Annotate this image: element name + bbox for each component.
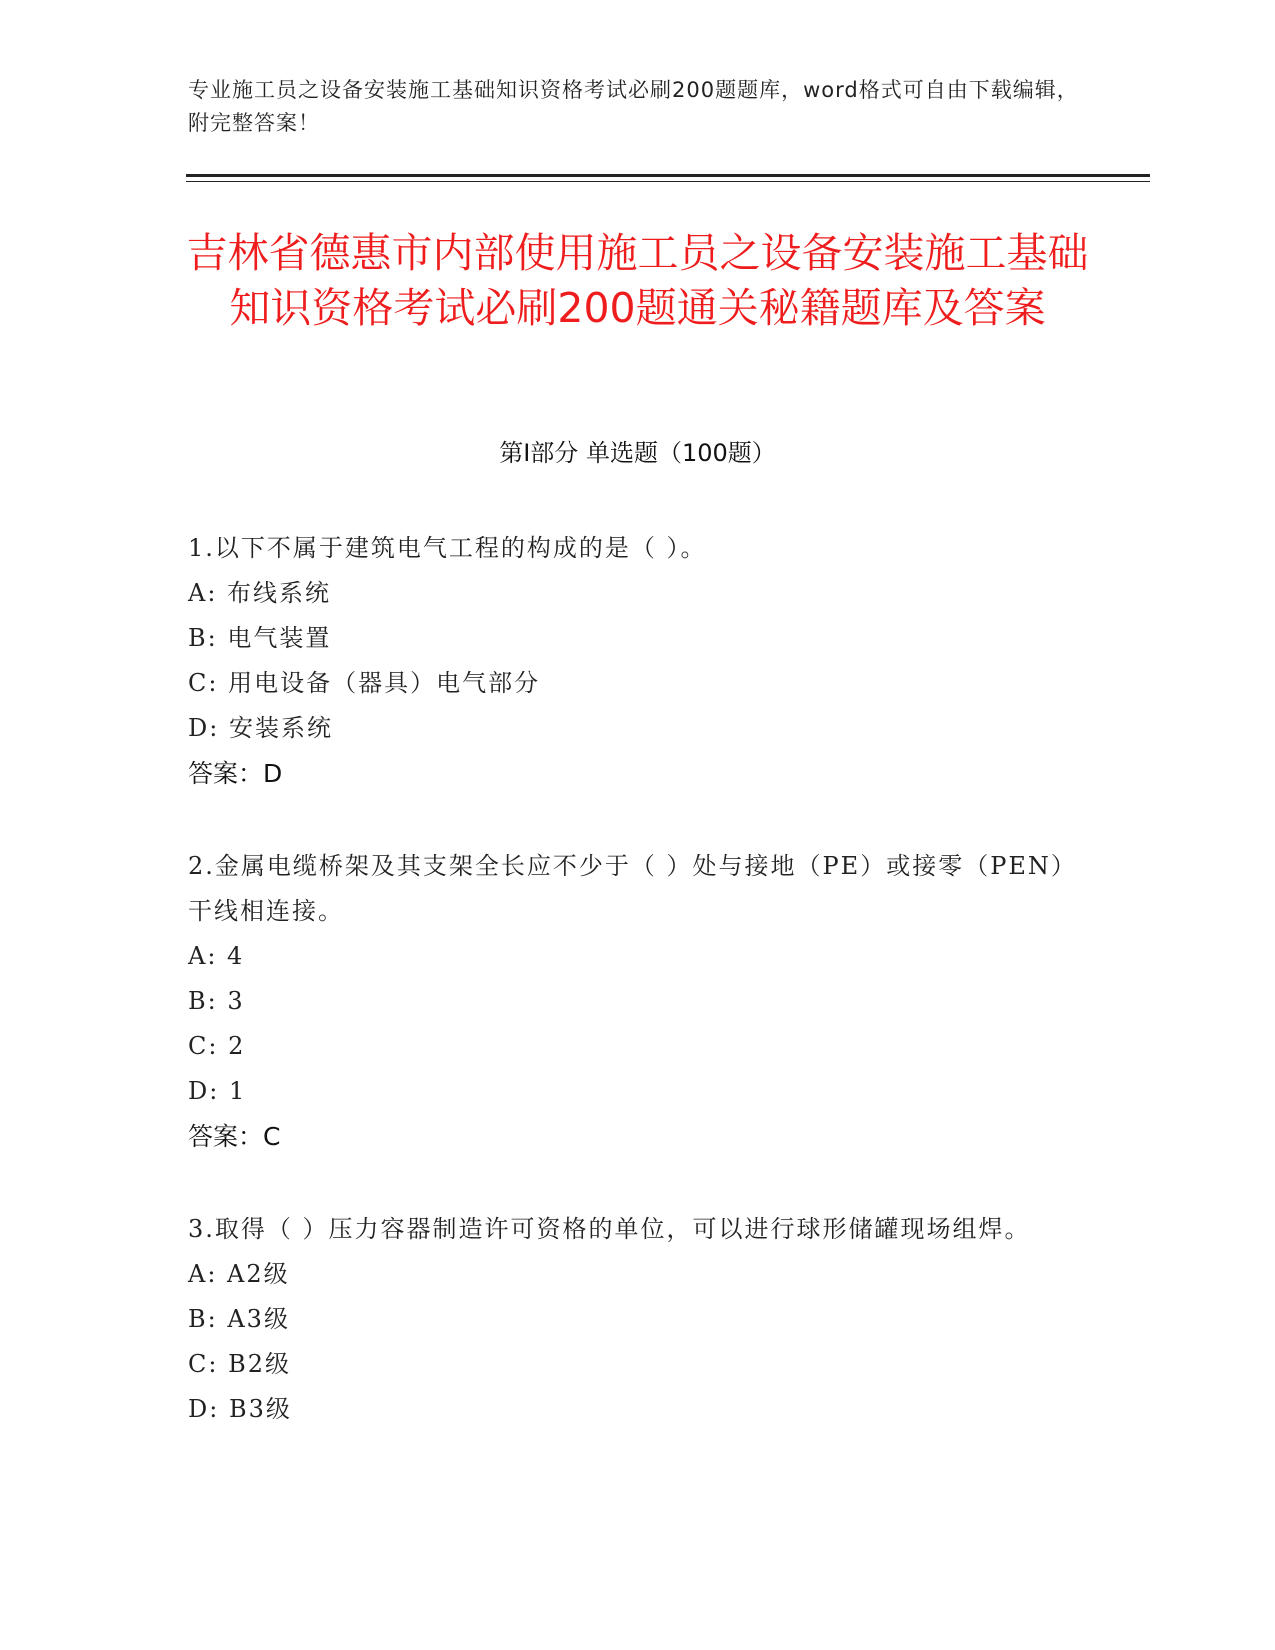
question-stem: 2.金属电缆桥架及其支架全长应不少于（ ）处与接地（PE）或接零（PEN）干线相连接。 — [188, 852, 1077, 925]
option-a: A: A2级 — [188, 1260, 290, 1288]
header-note: 专业施工员之设备安装施工基础知识资格考试必刷200题题库，word格式可自由下载编辑，附完整答案！ — [188, 78, 1079, 135]
question-stem: 3.取得（ ）压力容器制造许可资格的单位，可以进行球形储罐现场组焊。 — [188, 1215, 1031, 1243]
option-a: A: 布线系统 — [188, 579, 332, 607]
option-b: B: 电气装置 — [188, 624, 332, 652]
question-3 — [188, 1207, 1088, 1432]
option-b: B: A3级 — [188, 1305, 290, 1333]
question-1 — [188, 526, 1088, 796]
option-a: A: 4 — [188, 942, 245, 970]
header-divider-thick — [186, 174, 1150, 177]
answer: 答案：C — [188, 1122, 281, 1151]
question-2 — [188, 844, 1088, 1159]
option-d: D: 1 — [188, 1077, 247, 1105]
option-b: B: 3 — [188, 987, 245, 1015]
section-title: 第Ⅰ部分 单选题（100题） — [499, 439, 776, 467]
document-title: 吉林省德惠市内部使用施工员之设备安装施工基础知识资格考试必刷200题通关秘籍题库及答案 — [186, 229, 1089, 332]
option-c: C: 用电设备（器具）电气部分 — [188, 669, 541, 697]
option-c: C: B2级 — [188, 1350, 291, 1378]
question-list — [188, 526, 1088, 1480]
option-c: C: 2 — [188, 1032, 246, 1060]
question-stem: 1.以下不属于建筑电气工程的构成的是（ ）。 — [188, 534, 707, 562]
option-d: D: B3级 — [188, 1395, 292, 1423]
option-d: D: 安装系统 — [188, 714, 333, 742]
answer: 答案：D — [188, 759, 283, 788]
header-divider-thin — [186, 181, 1150, 182]
